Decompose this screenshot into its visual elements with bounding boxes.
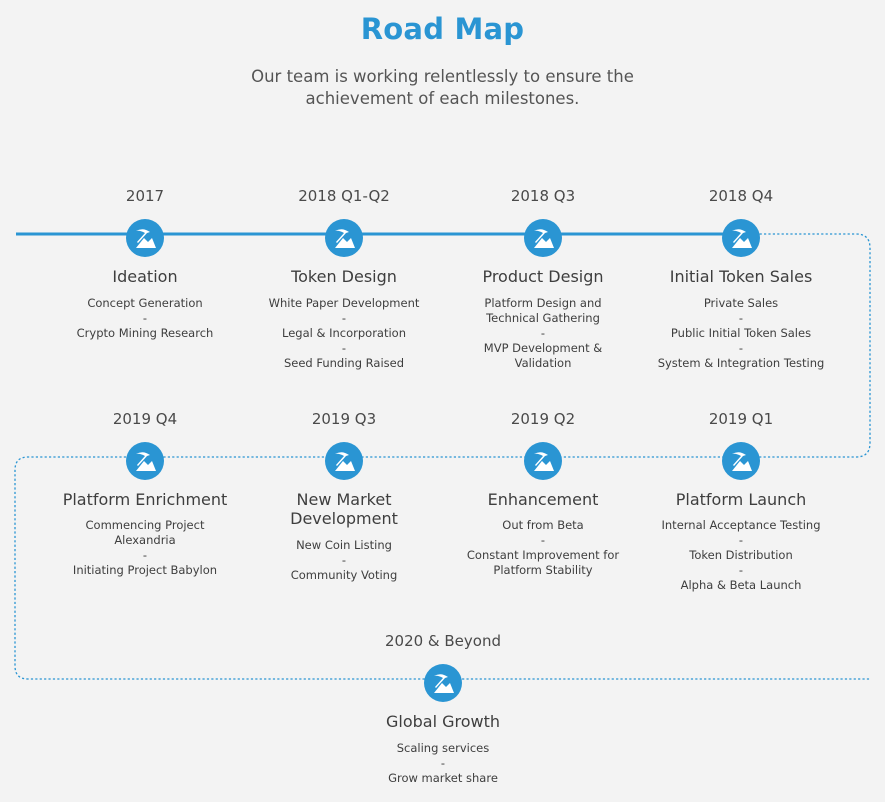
milestone-2018-q1-q2 [244, 186, 444, 370]
detail-line: MVP Development & [483, 341, 603, 355]
milestone-details [641, 296, 841, 371]
milestone-name: Platform Launch [675, 490, 807, 509]
milestone-details [45, 296, 245, 341]
page-title: Road Map [360, 12, 525, 46]
detail-separator: - [142, 311, 148, 325]
milestone-date: 2019 Q4 [112, 410, 178, 428]
detail-line: Crypto Mining Research [76, 326, 214, 340]
detail-line: Out from Beta [502, 518, 584, 532]
milestone-name: Global Growth [385, 712, 501, 731]
milestone-2019-q2 [443, 409, 643, 577]
detail-line: Constant Improvement for [466, 548, 620, 562]
detail-line: Private Sales [703, 296, 779, 310]
detail-separator: - [142, 548, 148, 562]
detail-line: Technical Gathering [486, 311, 600, 325]
detail-line: New Coin Listing [296, 538, 392, 552]
milestone-details [343, 741, 543, 786]
detail-separator: - [540, 533, 546, 547]
milestone-name: Platform Enrichment [62, 490, 228, 509]
mining-pick-icon [722, 219, 760, 257]
detail-separator: - [738, 341, 744, 355]
milestone-2019-q3 [244, 409, 444, 582]
milestone-date: 2019 Q2 [510, 410, 576, 428]
milestone-details [641, 518, 841, 593]
mining-pick-icon [424, 664, 462, 702]
milestone-2019-q4 [45, 409, 245, 577]
milestone-2019-q1 [641, 409, 841, 592]
detail-separator: - [440, 756, 446, 770]
detail-line: Platform Design and [484, 296, 602, 310]
detail-line: Concept Generation [87, 296, 203, 310]
detail-line: Commencing Project [85, 518, 205, 532]
detail-line: White Paper Development [268, 296, 420, 310]
milestone-name: Ideation [112, 267, 178, 286]
detail-line: System & Integration Testing [657, 356, 825, 370]
page-subtitle: Our team is working relentlessly to ensure the achievement of each milestones. [251, 67, 634, 108]
detail-line: Legal & Incorporation [281, 326, 406, 340]
detail-line: Alexandria [114, 533, 176, 547]
detail-line: Seed Funding Raised [283, 356, 405, 370]
mining-pick-icon [126, 442, 164, 480]
detail-separator: - [341, 311, 347, 325]
mining-pick-icon [325, 442, 363, 480]
detail-line: Grow market share [388, 771, 498, 785]
mining-pick-icon [722, 442, 760, 480]
mining-pick-icon [126, 219, 164, 257]
detail-line: Community Voting [290, 568, 398, 582]
detail-line: Initiating Project Babylon [72, 563, 218, 577]
detail-line: Token Distribution [689, 548, 793, 562]
detail-separator: - [738, 563, 744, 577]
milestone-date: 2018 Q1-Q2 [298, 187, 390, 205]
milestone-name: Product Design [482, 267, 604, 286]
detail-line: Validation [514, 356, 572, 370]
detail-separator: - [738, 311, 744, 325]
detail-separator: - [341, 341, 347, 355]
detail-line: Alpha & Beta Launch [680, 578, 802, 592]
detail-line: Platform Stability [493, 563, 593, 577]
mining-pick-icon [524, 219, 562, 257]
milestone-details [244, 296, 444, 371]
milestone-date: 2019 Q3 [311, 410, 377, 428]
detail-line: Public Initial Token Sales [670, 326, 812, 340]
milestone-details [443, 296, 643, 371]
detail-separator: - [540, 326, 546, 340]
milestone-2018-q4 [641, 186, 841, 370]
milestone-details [45, 518, 245, 578]
milestone-details [244, 538, 444, 583]
mining-pick-icon [524, 442, 562, 480]
milestone-details [443, 518, 643, 578]
milestone-date: 2020 & Beyond [384, 632, 501, 650]
detail-line: Scaling services [396, 741, 490, 755]
milestone-date: 2017 [125, 187, 165, 205]
detail-separator: - [738, 533, 744, 547]
milestone-name: Token Design [291, 267, 397, 286]
milestone-name: New Market Development [290, 490, 398, 528]
mining-pick-icon [325, 219, 363, 257]
milestone-date: 2019 Q1 [708, 410, 774, 428]
detail-separator: - [341, 553, 347, 567]
milestone-date: 2018 Q4 [708, 187, 774, 205]
milestone-name: Enhancement [487, 490, 599, 509]
milestone-2018-q3 [443, 186, 643, 370]
milestone-date: 2018 Q3 [510, 187, 576, 205]
detail-line: Internal Acceptance Testing [661, 518, 821, 532]
milestone-name: Initial Token Sales [669, 267, 813, 286]
milestone-2020-beyond [343, 631, 543, 785]
milestone-2017 [45, 186, 245, 340]
